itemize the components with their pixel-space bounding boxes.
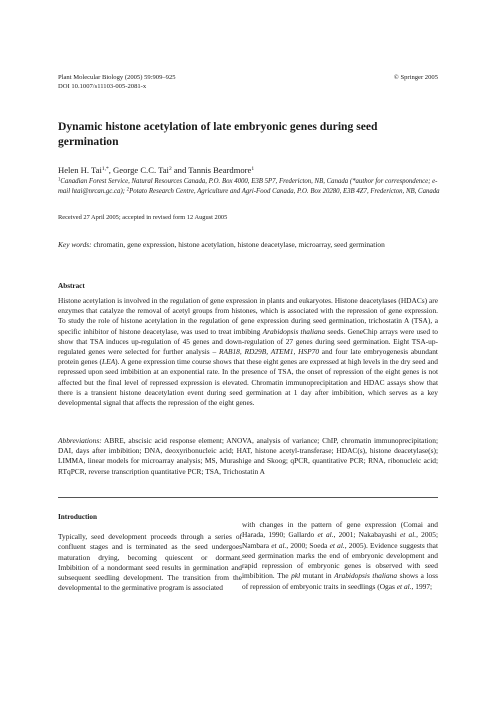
abstract-heading: Abstract [58, 282, 85, 290]
affil-1: Canadian Forest Service, Natural Resources Canada, P.O. Box 4000, E3B 5P7, Fredericton, NB, Canada (*author for correspondence; e-mail htai@nrcan.gc.ca); [58, 178, 438, 195]
abstract-body [58, 296, 438, 408]
corresponding-mark: * [106, 166, 109, 172]
author-1-affil-mark: 1, [101, 166, 106, 172]
author-list [58, 165, 448, 176]
introduction-heading: Introduction [58, 513, 98, 521]
abstract-text-3: and four late embryogenesis abundant protein genes ( [58, 347, 438, 367]
keywords-text: chromatin, gene expression, histone acetylation, histone deacetylase, microarray, seed germination [91, 240, 385, 249]
author-3: and Tannis Beardmore [171, 165, 252, 175]
et-al: et al. [271, 540, 287, 550]
abstract-text-1: Histone acetylation is involved in the regulation of gene expression in plants and eukaryotes. Histone deacetylases (HDACs) are enzymes that catalyze the removal of acetyl groups from histones, which is associated with the repression of gene expression. To study the role of histone acetylation in the regulation of gene expression during seed germination, trichostatin A (TSA), a specific inhibitor of histone deacetylase, was used to treat imbibing [58, 296, 438, 336]
intro-species: Arabidopsis thaliana [334, 571, 398, 581]
abbreviations-label: Abbreviations: [58, 436, 102, 445]
abstract-text-4: ). A gene expression time course shows that these eight genes are expressed at high levels in the dry seed and repressed upon seed imbibition at an exponential rate. In the presence of TSA, the onset of repression of the eight genes is not affected but the final level of repressed expression is elevated. Chromatin immunoprecipitation and HDAC assays show that there is a transient histone deacetylation event during seed germination at 1 day after imbibition, which serves as a key developmental signal that affects the repression of the eight genes. [58, 357, 438, 408]
et-al: et al. [317, 530, 334, 540]
abstract-gene-names: RAB18, RD29B, ATEM1, HSP70 [218, 347, 320, 357]
keywords-label: Key words: [58, 240, 92, 249]
intro-right-text-5: , 2005). Evidence suggests that seed germination marks the end of embryonic development and rapid repression of embryonic genes is observed with seed imbibition. The [242, 540, 438, 581]
section-divider [58, 497, 438, 498]
affil-2: Potato Research Centre, Agriculture and Agri-Food Canada, P.O. Box 20280, E3B 4Z7, Fredericton, NB, Canada [129, 187, 440, 195]
abbreviations-text: ABRE, abscisic acid response element; ANOVA, analysis of variance; ChIP, chromatin immunoprecipitation; DAI, days after imbibition; DNA, deoxyribonucleic acid; HAT, histone acetyl-transferase; HDAC(s), histone deacetylase(s); LIMMA, linear models for microarray analysis; MS, Murashige and Skoog; qPCR, quantitative PCR; RNA, ribonucleic acid; RTqPCR, reverse transcription quantitative PCR; TSA, Trichostatin A [58, 436, 438, 476]
journal-citation: Plant Molecular Biology (2005) 59:909–925 [58, 74, 176, 81]
abstract-lea: LEA [101, 357, 116, 367]
intro-right-text-7: shows a loss of repression of embryonic traits in seedlings (Ogas [242, 571, 439, 591]
affil-2-mark: 2 [126, 187, 130, 193]
intro-right-text-3: , 2005; Nambara [242, 530, 438, 550]
doi-line: DOI 10.1007/s11103-005-2081-x [58, 83, 147, 90]
intro-column-left: Typically, seed development proceeds through a series of confluent stages and is terminated as the seed undergoes maturation drying, becoming quiescent or dormant. Imbibition of a nondormant seed results in germination and subsequent seedling development. The transition from the developmental to the germinative program is associated [58, 532, 242, 593]
intro-column-right [242, 520, 438, 592]
author-2: , George C.C. Tai [108, 165, 169, 175]
et-al: et al. [329, 540, 345, 550]
pkl-mutant: pkl [291, 571, 301, 581]
affiliations [58, 177, 446, 196]
article-title: Dynamic histone acetylation of late embryonic genes during seed germination [58, 120, 378, 148]
abbreviations [58, 436, 438, 477]
intro-right-text-1: with changes in the pattern of gene expression (Comai and Harada, 1990; Gallardo [242, 520, 438, 540]
et-al: et al. [400, 530, 417, 540]
abstract-species: Arabidopsis thaliana [262, 326, 326, 336]
author-1: Helen H. Tai [58, 165, 102, 175]
abstract-text-2: seeds. GeneChip arrays were used to show that TSA induces up-regulation of 45 genes and down-regulation of 27 genes during seed germination. Eight TSA-up-regulated genes were selected for further analysis – [58, 326, 438, 357]
et-al: et al. [396, 581, 412, 591]
publisher-copyright: © Springer 2005 [393, 74, 438, 81]
author-2-affil-mark: 2 [168, 166, 172, 172]
affil-1-mark: 1 [58, 177, 61, 183]
keywords [58, 240, 438, 250]
intro-right-text-6: mutant in [300, 571, 335, 581]
intro-right-text-2: , 2001; Nakabayashi [333, 530, 400, 540]
author-3-affil-mark: 1 [251, 166, 255, 172]
received-dates: Received 27 April 2005; accepted in revised form 12 August 2005 [58, 214, 228, 221]
intro-right-text-8: , 1997; [411, 581, 433, 591]
intro-right-text-4: , 2000; Soeda [286, 540, 330, 550]
